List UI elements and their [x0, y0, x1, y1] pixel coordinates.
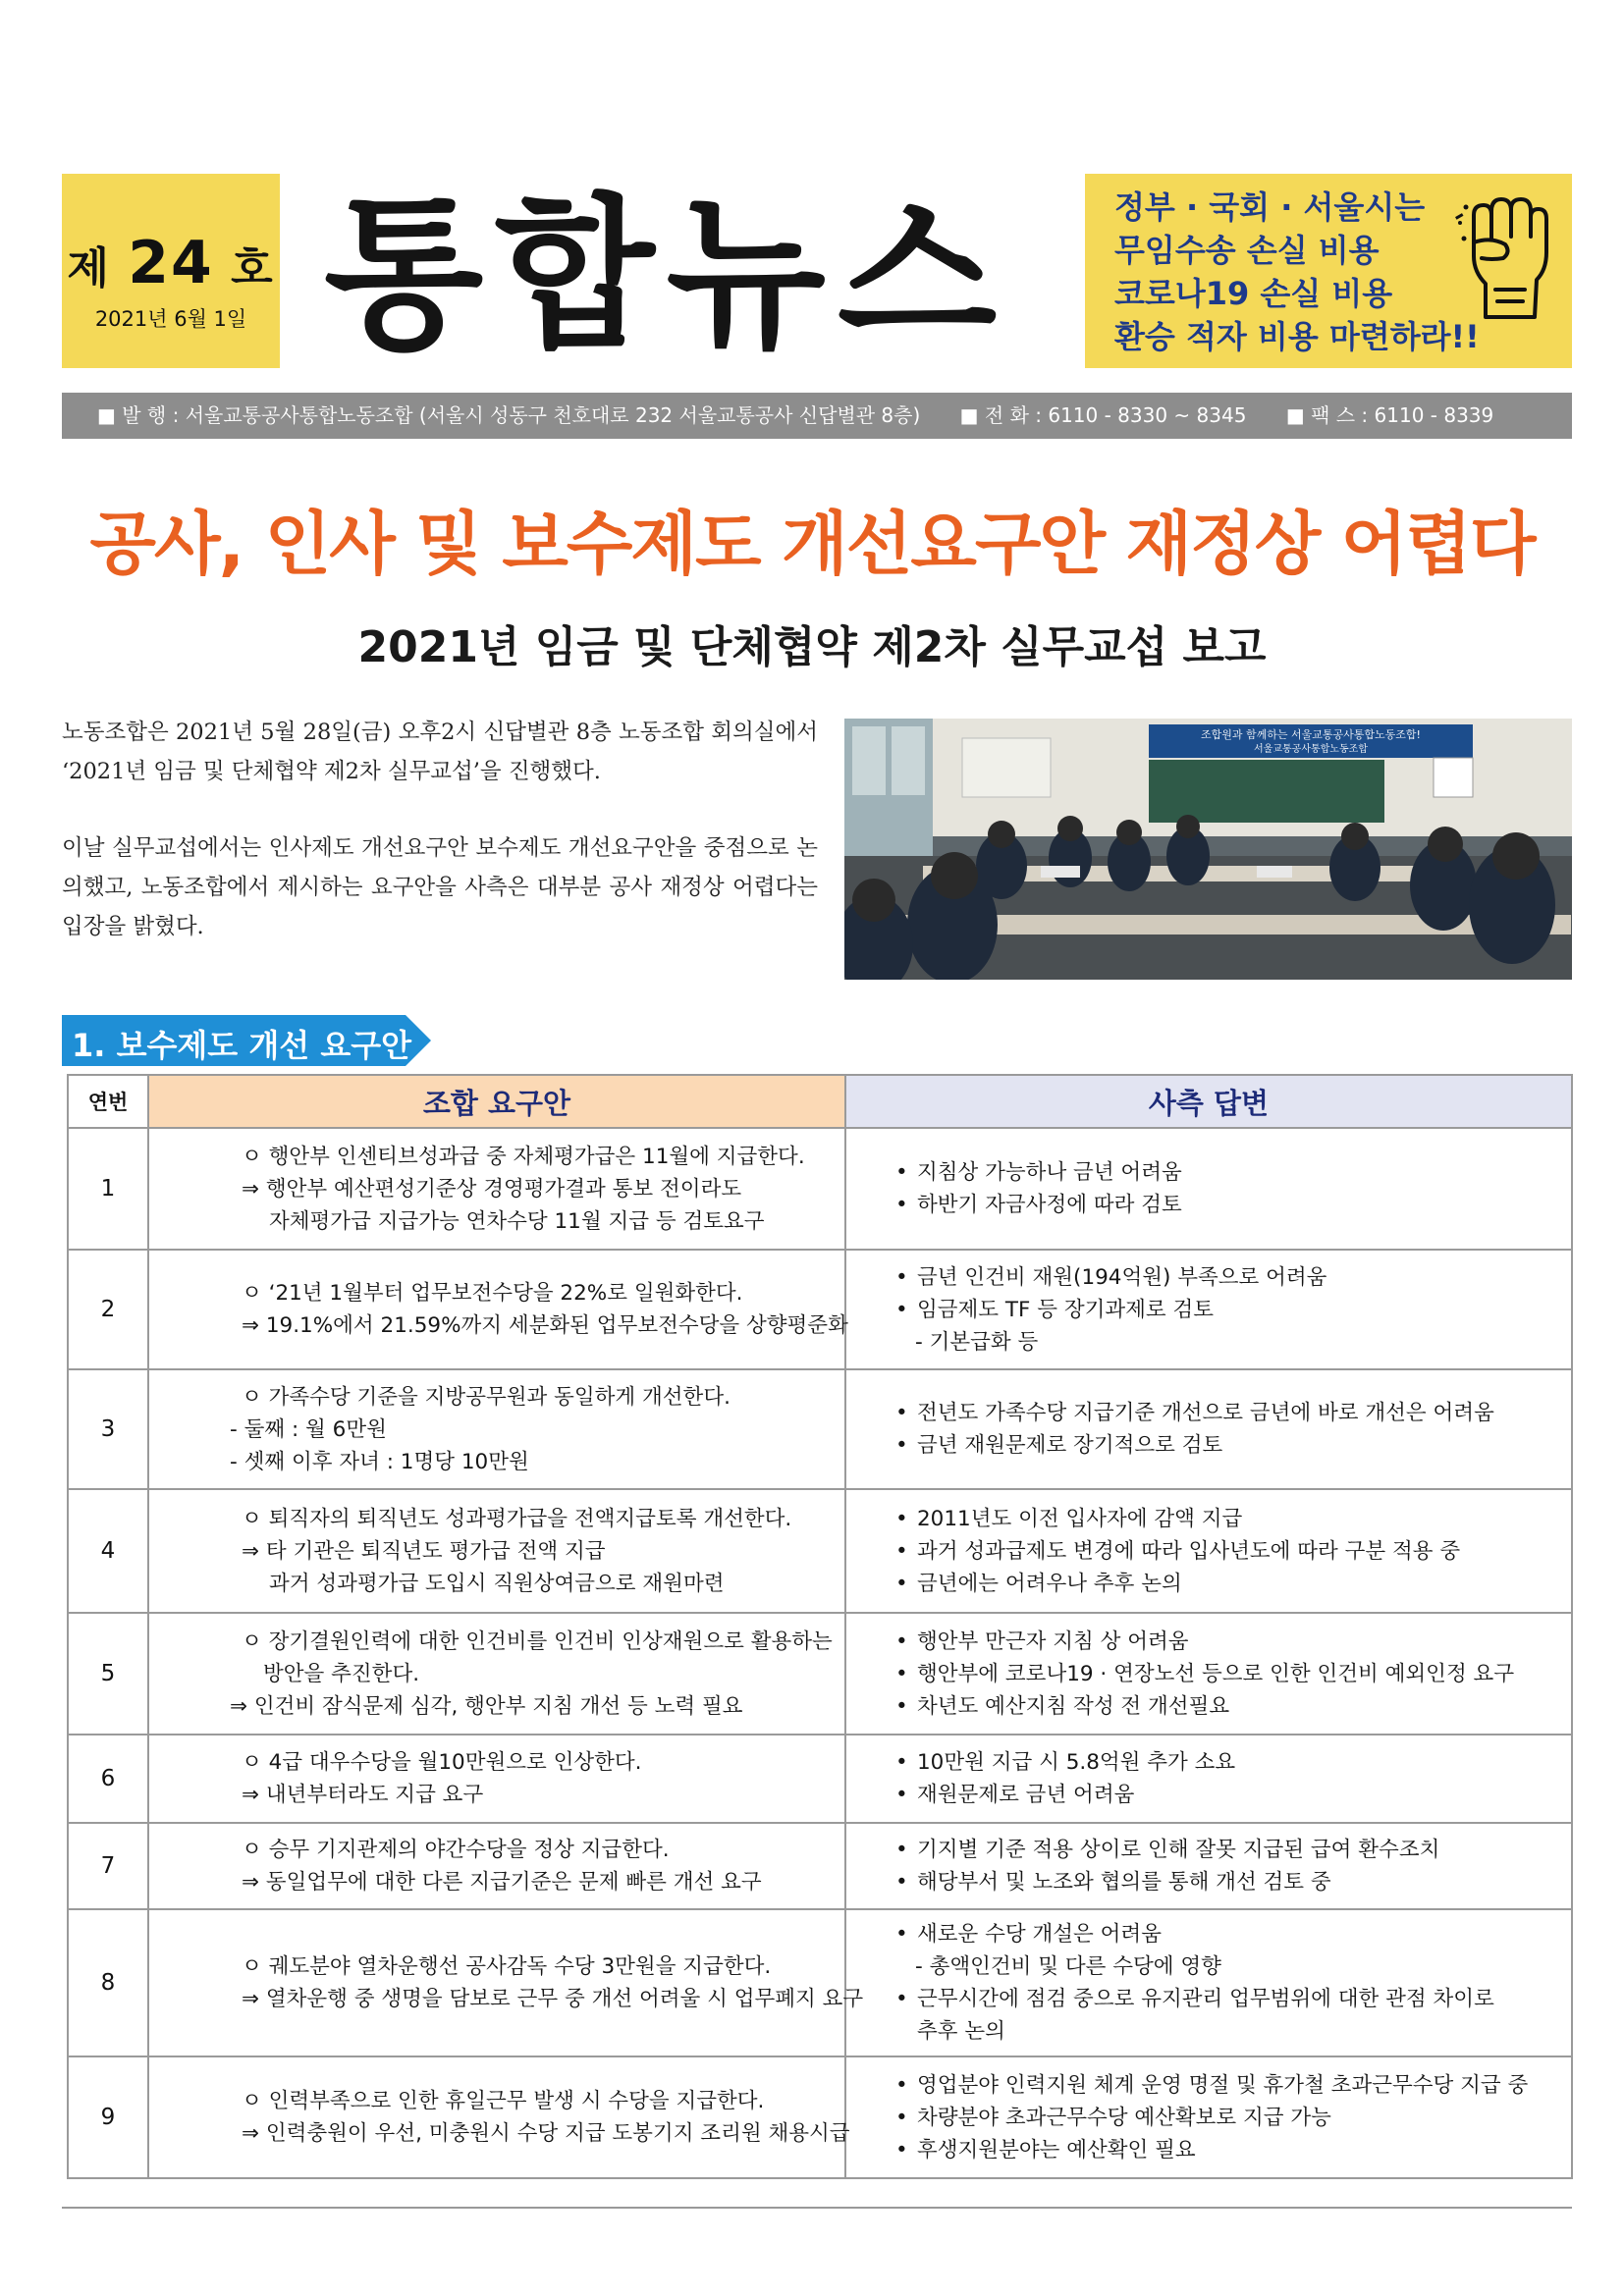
section-tab — [62, 1015, 435, 1066]
table-row — [68, 2056, 1572, 2178]
table-row — [68, 1823, 1572, 1909]
slogan-line: 무임수송 손실 비용 — [1114, 232, 1380, 269]
publisher-info-bar — [62, 393, 1572, 439]
company-response: • 금년 인건비 재원(194억원) 부족으로 어려움 • 임금제도 TF 등 장기과제로 검토 - 기본급화 등 — [845, 1250, 1572, 1369]
header-union-proposal: 조합 요구안 — [148, 1075, 845, 1128]
bottom-divider — [62, 2207, 1572, 2209]
header-number: 연번 — [68, 1075, 148, 1128]
row-number: 5 — [68, 1613, 148, 1735]
table-row — [68, 1128, 1572, 1250]
intro-text — [62, 713, 818, 984]
company-response: • 영업분야 인력지원 체계 운영 명절 및 휴가철 초과근무수당 지급 중 • 차량분야 초과근무수당 예산확보로 지급 가능 • 후생지원분야는 예산확인 필요 — [845, 2056, 1572, 2178]
intro-paragraph: 이날 실무교섭에서는 인사제도 개선요구안 보수제도 개선요구안을 중점으로 논의했고, 노동조합에서 제시하는 요구안을 사측은 대부분 공사 재정상 어렵다는 입장을 밝혔다. — [62, 835, 818, 939]
issue-date: 2021년 6월 1일 — [94, 307, 247, 331]
row-number: 6 — [68, 1735, 148, 1823]
company-response: • 행안부 만근자 지침 상 어려움 • 행안부에 코로나19 · 연장노선 등으로 인한 인건비 예외인정 요구 • 차년도 예산지침 작성 전 개선필요 — [845, 1613, 1572, 1735]
row-number: 4 — [68, 1489, 148, 1613]
fax-info: ■ 팩 스 : 6110 - 8339 — [1285, 403, 1494, 427]
row-number: 1 — [68, 1128, 148, 1250]
row-number: 9 — [68, 2056, 148, 2178]
company-response: • 지침상 가능하나 금년 어려움 • 하반기 자금사정에 따라 검토 — [845, 1128, 1572, 1250]
photo-banner-line: 조합원과 함께하는 서울교통공사통합노동조합! — [1201, 728, 1421, 741]
table-row — [68, 1250, 1572, 1369]
slogan-line: 코로나19 손실 비용 — [1114, 275, 1393, 312]
photo-banner-line: 서울교통공사통합노동조합 — [1254, 744, 1368, 755]
company-response: • 10만원 지급 시 5.8억원 추가 소요 • 재원문제로 금년 어려움 — [845, 1735, 1572, 1823]
phone-info: ■ 전 화 : 6110 - 8330 ~ 8345 — [959, 403, 1247, 427]
union-proposal: ㅇ 퇴직자의 퇴직년도 성과평가급을 전액지급토록 개선한다. ⇒ 타 기관은 퇴직년도 평가급 전액 지급 과거 성과평가급 도입시 직원상여금으로 재원마련 — [148, 1489, 845, 1613]
slogan-line: 정부 · 국회 · 서울시는 — [1114, 188, 1426, 226]
union-proposal: ㅇ ‘21년 1월부터 업무보전수당을 22%로 일원화한다. ⇒ 19.1%에서 21.59%까지 세분화된 업무보전수당을 상향평준화 — [148, 1250, 845, 1369]
union-proposal: ㅇ 행안부 인센티브성과급 중 자체평가급은 11월에 지급한다. ⇒ 행안부 예산편성기준상 경영평가결과 통보 전이라도 자체평가급 지급가능 연차수당 11월 지급 등 검토요구 — [148, 1128, 845, 1250]
union-proposal: ㅇ 승무 기지관제의 야간수당을 정상 지급한다. ⇒ 동일업무에 대한 다른 지급기준은 문제 빠른 개선 요구 — [148, 1823, 845, 1909]
company-response: • 기지별 기준 적용 상이로 인해 잘못 지급된 급여 환수조치 • 해당부서 및 노조와 협의를 통해 개선 검토 중 — [845, 1823, 1572, 1909]
union-proposal: ㅇ 장기결원인력에 대한 인건비를 인건비 인상재원으로 활용하는 방안을 추진한다. ⇒ 인건비 잠식문제 심각, 행안부 지침 개선 등 노력 필요 — [148, 1613, 845, 1735]
issue-box — [62, 174, 280, 368]
intro-paragraph: 노동조합은 2021년 5월 28일(금) 오후2시 신답별관 8층 노동조합 회의실에서 ‘2021년 임금 및 단체협약 제2차 실무교섭’을 진행했다. — [62, 720, 818, 784]
slogan-box — [1085, 174, 1572, 368]
union-proposal: ㅇ 4급 대우수당을 월10만원으로 인상한다. ⇒ 내년부터라도 지급 요구 — [148, 1735, 845, 1823]
raised-fist-icon — [1452, 187, 1558, 325]
requirements-table — [67, 1074, 1573, 2179]
row-number: 8 — [68, 1909, 148, 2056]
table-row — [68, 1735, 1572, 1823]
publisher-info: ■ 발 행 : 서울교통공사통합노동조합 (서울시 성동구 천호대로 232 서울교통공사 신답별관 8층) — [97, 403, 921, 427]
union-proposal: ㅇ 인력부족으로 인한 휴일근무 발생 시 수당을 지급한다. ⇒ 인력충원이 우선, 미충원시 수당 지급 도봉기지 조리원 채용시급 — [148, 2056, 845, 2178]
company-response: • 전년도 가족수당 지급기준 개선으로 금년에 바로 개선은 어려움 • 금년 재원문제로 장기적으로 검토 — [845, 1369, 1572, 1489]
section-title: 1. 보수제도 개선 요구안 — [72, 1027, 412, 1064]
meeting-photo — [844, 719, 1572, 980]
union-proposal: ㅇ 궤도분야 열차운행선 공사감독 수당 3만원을 지급한다. ⇒ 열차운행 중 생명을 담보로 근무 중 개선 어려울 시 업무폐지 요구 — [148, 1909, 845, 2056]
header-company-response: 사측 답변 — [845, 1075, 1572, 1128]
row-number: 3 — [68, 1369, 148, 1489]
headline: 공사, 인사 및 보수제도 개선요구안 재정상 어렵다 — [89, 504, 1535, 584]
table-row — [68, 1909, 1572, 2056]
table-row — [68, 1369, 1572, 1489]
table-row — [68, 1613, 1572, 1735]
newspaper-title: 통합뉴스 — [324, 179, 1009, 371]
row-number: 7 — [68, 1823, 148, 1909]
table-row — [68, 1489, 1572, 1613]
table-header-row — [68, 1075, 1572, 1128]
company-response: • 2011년도 이전 입사자에 감액 지급 • 과거 성과급제도 변경에 따라 입사년도에 따라 구분 적용 중 • 금년에는 어려우나 추후 논의 — [845, 1489, 1572, 1613]
union-proposal: ㅇ 가족수당 기준을 지방공무원과 동일하게 개선한다. - 둘째 : 월 6만원 - 셋째 이후 자녀 : 1명당 10만원 — [148, 1369, 845, 1489]
slogan-line: 환승 적자 비용 마련하라!! — [1114, 318, 1480, 355]
row-number: 2 — [68, 1250, 148, 1369]
subheadline: 2021년 임금 및 단체협약 제2차 실무교섭 보고 — [357, 622, 1267, 672]
company-response: • 새로운 수당 개설은 어려움 - 총액인건비 및 다른 수당에 영향 • 근무시간에 점검 중으로 유지관리 업무범위에 대한 관점 차이로 추후 논의 — [845, 1909, 1572, 2056]
issue-number: 제 24 호 — [67, 229, 275, 297]
